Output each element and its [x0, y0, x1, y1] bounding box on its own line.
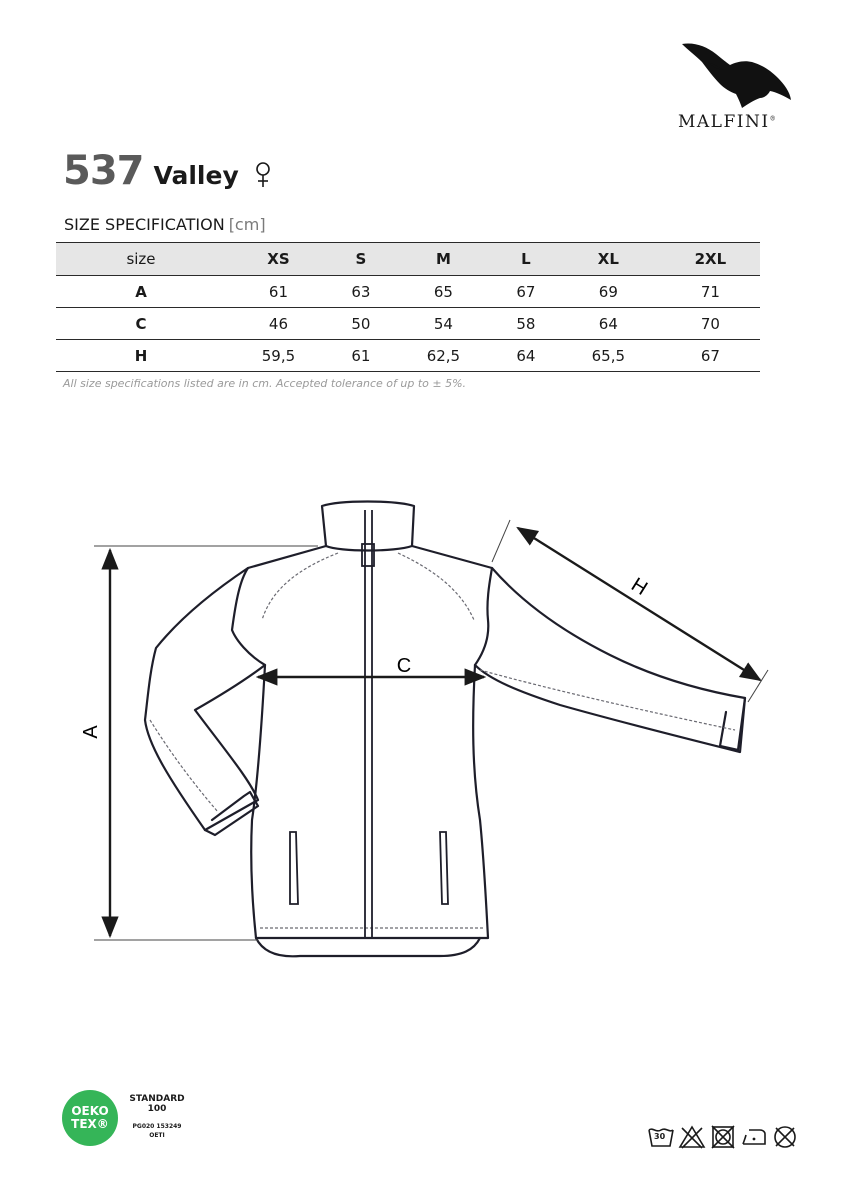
oeko-badge-line1: OEKO [71, 1104, 109, 1118]
table-header-cell: 2XL [661, 243, 760, 276]
table-cell: 70 [661, 308, 760, 340]
table-cell: 69 [556, 276, 661, 308]
table-header-row [56, 243, 760, 276]
oeko-standard-line1: STANDARD [129, 1094, 185, 1104]
spec-title-text: SIZE SPECIFICATION [64, 215, 225, 234]
oeko-standard-line2: 100 [147, 1104, 167, 1114]
row-label: C [56, 308, 226, 340]
wash-30-icon [647, 1124, 675, 1150]
table-cell: 67 [496, 276, 556, 308]
size-table [56, 242, 760, 372]
no-tumble-dry-icon [709, 1124, 737, 1150]
eagle-logo-icon [680, 40, 792, 110]
table-row [56, 340, 760, 372]
measure-h-arrow [518, 528, 760, 680]
oeko-tex-certification [62, 1090, 192, 1150]
pockets [290, 832, 448, 904]
table-cell: 71 [661, 276, 760, 308]
table-cell: 65 [391, 276, 496, 308]
oeko-cert-number: PG020 153249 [132, 1123, 182, 1130]
table-header-cell: size [56, 243, 226, 276]
jacket-diagram [0, 480, 849, 980]
spec-unit: [cm] [228, 215, 266, 234]
table-cell: 63 [331, 276, 391, 308]
product-title [63, 148, 271, 194]
jacket-outline [145, 502, 745, 957]
table-cell: 62,5 [391, 340, 496, 372]
table-cell: 61 [331, 340, 391, 372]
table-cell: 64 [556, 308, 661, 340]
care-symbols [647, 1124, 799, 1150]
table-cell: 64 [496, 340, 556, 372]
table-cell: 59,5 [226, 340, 331, 372]
brand-logo [672, 40, 802, 140]
zipper [362, 510, 374, 938]
measure-c-label: C [396, 655, 412, 677]
row-label: A [56, 276, 226, 308]
oeko-badge-line2: TEX® [71, 1117, 109, 1131]
oeko-tex-badge-icon [62, 1090, 118, 1146]
row-label: H [56, 340, 226, 372]
oeko-standard [122, 1094, 192, 1114]
table-header-cell: XL [556, 243, 661, 276]
table-cell: 67 [661, 340, 760, 372]
female-symbol-icon [255, 162, 271, 188]
measure-a-label: A [80, 725, 102, 739]
brand-name: MALFINI® [678, 112, 776, 132]
table-header-cell: S [331, 243, 391, 276]
tolerance-note: All size specifications listed are in cm. Accepted tolerance of up to ± 5%. [63, 377, 467, 390]
table-row [56, 308, 760, 340]
table-cell: 46 [226, 308, 331, 340]
table-cell: 58 [496, 308, 556, 340]
oeko-institute: OETI [149, 1132, 165, 1139]
table-header-cell: XS [226, 243, 331, 276]
table-header-cell: M [391, 243, 496, 276]
table-cell: 50 [331, 308, 391, 340]
product-code: 537 [63, 148, 144, 194]
measure-h-label: H [627, 573, 652, 601]
oeko-cert-info [122, 1122, 192, 1140]
no-bleach-icon [678, 1124, 706, 1150]
table-cell: 54 [391, 308, 496, 340]
table-row [56, 276, 760, 308]
table-cell: 61 [226, 276, 331, 308]
product-name: Valley [153, 161, 239, 190]
table-header-cell: L [496, 243, 556, 276]
iron-low-icon [740, 1124, 768, 1150]
no-dry-clean-icon [771, 1124, 799, 1150]
size-spec-title [64, 215, 266, 234]
wash-temp: 30 [654, 1132, 666, 1141]
table-cell: 65,5 [556, 340, 661, 372]
